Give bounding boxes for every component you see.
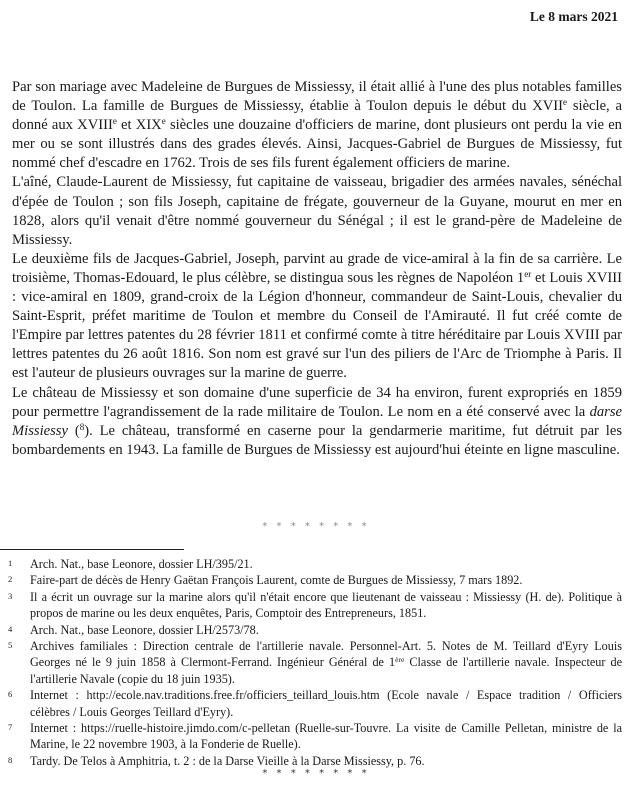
text-run: Arch. Nat., base Leonore, dossier LH/395/21. — [30, 557, 253, 571]
footnote-text — [30, 753, 622, 769]
text-run: Le château de Missiessy et son domaine d'une superficie de 34 ha environ, furent expropriés en 1859 pour permettre l'agrandissement de la rade militaire de Toulon. Le nom en a été conservé avec la — [12, 384, 622, 420]
footnote-number: 5 — [8, 640, 13, 651]
paragraph — [12, 78, 622, 173]
footnote-number: 6 — [8, 689, 13, 700]
footnote-text — [30, 589, 622, 622]
paragraph — [12, 250, 622, 384]
footnote-number: 4 — [8, 623, 13, 634]
text-run: Par son mariage avec Madeleine de Burgues de Missiessy, il était allié à l'une des plus notables familles de Toulon. La famille de Burgues de Missiessy, établie à Toulon depuis le début du XVII — [12, 79, 622, 115]
text-run: Il a écrit un ouvrage sur la marine alors qu'il n'était encore que lieutenant de vaisseau : Missiessy (H. de). Politique à propos de marine ou les deux enquêtes, Paris, Comptoir des Entrepreneurs, 1851. — [30, 589, 622, 621]
text-run: Classe de l'artillerie navale. Inspecteur de l'artillerie Navale (copie du 18 juin 1935). — [30, 655, 622, 686]
footnote-item — [0, 572, 622, 588]
footnote-text — [30, 687, 622, 720]
text-run: siècles une douzaine d'officiers de marine, dont plusieurs ont perdu la vie en mer ou se sont illustrés dans des grades élevés. Ainsi, Jacques-Gabriel de Burgues de Missiessy, fut nommé chef d'escadre en 1762. Trois de ses fils furent également officiers de marine. — [12, 117, 622, 172]
document-date: Le 8 mars 2021 — [529, 9, 618, 24]
text-run: Internet : http://ecole.nav.traditions.free.fr/officiers_teillard_louis.htm (Ecole navale / Espace tradition / Officiers célèbres / Louis Georges Teillard d'Eyry). — [30, 688, 622, 719]
footnote-number: 7 — [8, 722, 13, 733]
footnote-item — [0, 753, 622, 769]
text-run: ( — [67, 422, 80, 439]
superscript: e — [112, 116, 117, 127]
footnote-number: 3 — [8, 590, 13, 601]
body-text — [12, 78, 622, 460]
footnote-number: 1 — [8, 558, 13, 568]
section-separator-bottom: * * * * * * * * — [262, 768, 370, 779]
superscript: 8 — [79, 421, 85, 432]
text-run: Le deuxième fils de Jacques-Gabriel, Joseph, parvint au grade de vice-amiral à la fin de sa carrière. Le troisième, Thomas-Edouard, le plus célèbre, se distingua sous les règnes de Napoléon 1 — [12, 250, 622, 286]
footnote-text — [30, 572, 622, 588]
superscript: ère — [395, 655, 405, 665]
paragraph — [12, 173, 622, 249]
superscript: e — [563, 97, 568, 108]
superscript: e — [161, 116, 166, 127]
text-run: Archives familiales : Direction centrale de l'artillerie navale. Personnel-Art. 5. Notes de M. Teillard d'Eyry Louis Georges né le 9 juin 1858 à Clermont-Ferrand. Ingénieur Général de 1 — [30, 639, 622, 670]
italic-text: darse Missiessy — [12, 403, 622, 439]
footnote-number: 8 — [8, 754, 13, 765]
text-run: siècle, a donné aux XVIII — [12, 98, 622, 134]
superscript: er — [524, 268, 532, 279]
text-run: Arch. Nat., base Leonore, dossier LH/2573/78. — [30, 622, 259, 637]
text-run: et XIX — [116, 117, 162, 134]
text-run: Tardy. De Telos à Amphitria, t. 2 : de la Darse Vieille à la Darse Missiessy, p. 76. — [30, 753, 425, 768]
footnotes-list — [0, 556, 622, 769]
section-separator-top: * * * * * * * * — [262, 521, 370, 532]
footnote-number: 2 — [8, 574, 13, 585]
text-run: Faire-part de décès de Henry Gaëtan François Laurent, comte de Burgues de Missiessy, 7 mars 1892. — [30, 573, 523, 588]
text-run: et Louis XVIII : vice-amiral en 1809, grand-croix de la Légion d'honneur, commandeur de Saint-Louis, chevalier du Saint-Esprit, préfet maritime de Toulon et membre du Conseil de l'Amirauté. Il fut créé comte de l'Empire par lettres patentes du 28 février 1811 et confirmé comte à titre héréditaire par Louis XVIII par lettres patentes du 26 août 1816. Son nom est gravé sur l'un des piliers de l'Arc de Triomphe à Paris. Il est l'auteur de plusieurs ouvrages sur la marine de guerre. — [12, 269, 622, 382]
footnote-text — [30, 622, 622, 638]
paragraph — [12, 384, 622, 460]
footnote-item — [0, 589, 622, 622]
footnote-item — [0, 622, 622, 638]
text-run: L'aîné, Claude-Laurent de Missiessy, fut capitaine de vaisseau, brigadier des armées navales, sénéchal d'épée de Toulon ; son fils Joseph, capitaine de frégate, gouverneur de la Guyane, mourut en mer en 1828, alors qu'il venait d'être nommé gouverneur du Sénégal ; il est le grand-père de Madeleine de Missiessy. — [12, 174, 622, 248]
footnote-item — [0, 556, 622, 572]
footnote-text — [30, 556, 622, 572]
footnote-item — [0, 687, 622, 720]
footnote-text — [30, 720, 622, 753]
footnote-text — [30, 638, 622, 687]
footnote-rule — [0, 549, 184, 550]
footnote-item — [0, 720, 622, 753]
text-run: ). Le château, transformé en caserne pour la gendarmerie maritime, fut détruit par les bombardements en 1943. La famille de Burgues de Missiessy est aujourd'hui éteinte en ligne masculine. — [12, 422, 622, 458]
footnote-item — [0, 638, 622, 687]
text-run: Internet : https://ruelle-histoire.jimdo.com/c-pelletan (Ruelle-sur-Touvre. La visite de Camille Pelletan, ministre de la Marine, le 22 novembre 1903, à la Fonderie de Ruelle). — [30, 721, 622, 752]
